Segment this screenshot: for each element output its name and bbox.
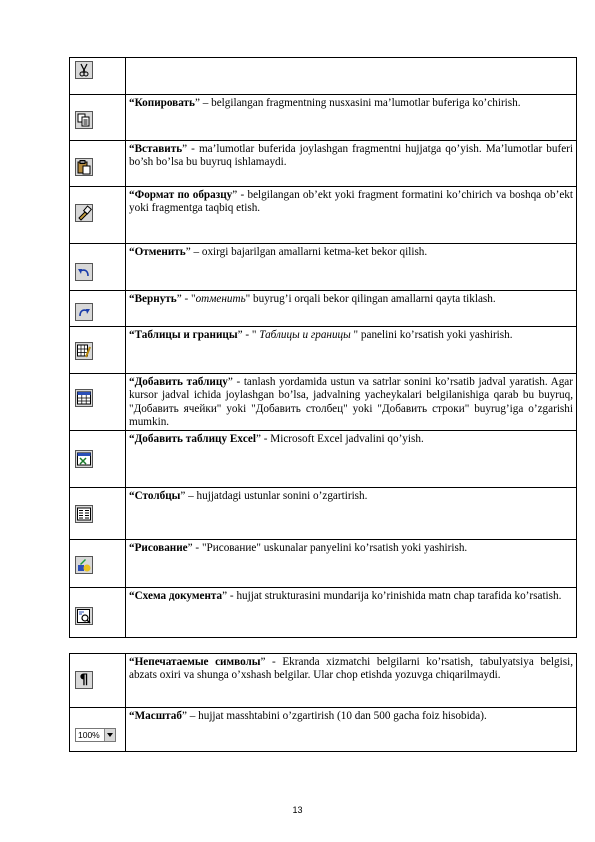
table-row: [70, 327, 577, 374]
table-row: [70, 654, 577, 708]
command-description: belgilangan ob’ekt yoki fragment formatini ko’chirich va boshqa ob’ekt yoki fragmentga taqbiq etish.: [129, 189, 573, 215]
command-name: “Схема документа: [129, 590, 223, 602]
command-name: “Таблицы и границы: [129, 329, 238, 341]
zoom-value: 100%: [78, 730, 100, 740]
command-name: “Добавить таблицу: [129, 376, 228, 388]
description-cell: “Непечатаемые символы” - Ekranda xizmatchi belgilarni ko’rsatish, tabulyatsiya belgisi, abzats oxiri va shunga o’xshash belgilar. Ular chop etishda yozuvga chiqarilmaydi.: [126, 654, 577, 708]
toolbar-buttons-table: [69, 57, 577, 638]
command-description: Microsoft Excel jadvalini qo’yish.: [270, 433, 424, 445]
description-cell: “Рисование” - "Рисование" uskunalar panyelini ko’rsatish yoki yashirish.: [126, 540, 577, 588]
icon-cell: [70, 95, 126, 141]
description-cell: “Вернуть” - "отменить" buyrug’i orqali bekor qilingan amallarni qayta tiklash.: [126, 291, 577, 327]
zoom-select[interactable]: [75, 728, 116, 742]
tables-borders-icon: [75, 342, 93, 360]
table-row: [70, 374, 577, 431]
command-description: ma’lumotlar buferida joylashgan fragmentni hujjatga qo’yish. Ma’lumotlar buferi bo’sh bo’lsa bu buyruq ishlamaydi.: [129, 143, 573, 169]
drawing-icon: [75, 556, 93, 574]
icon-cell: [70, 588, 126, 638]
icon-cell: [70, 187, 126, 244]
excel-table-icon: [75, 450, 93, 468]
table-row: [70, 291, 577, 327]
icon-cell: [70, 291, 126, 327]
format-painter-icon: [75, 204, 93, 222]
description-cell: “Копировать” – belgilangan fragmentning nusxasini ma’lumotlar buferiga ko’chirish.: [126, 95, 577, 141]
command-name: “Рисование: [129, 542, 188, 554]
table-row: [70, 588, 577, 638]
scissors-icon: [75, 61, 93, 79]
table-row: [70, 58, 577, 95]
table-row: [70, 141, 577, 187]
table-row: [70, 244, 577, 291]
page-number: 13: [292, 805, 303, 815]
command-description: "Рисование" uskunalar panyelini ko’rsatish yoki yashirish.: [201, 542, 468, 554]
description-cell: “Добавить таблицу” - tanlash yordamida ustun va satrlar sonini ko’rsatib jadval yaratish. Agar kursor jadval ichida joylashgan bo’lsa, jadvalning yacheykalari belgilanishiga qarab bu buyruq, "Добавить ячейки" yoki "Добавить столбец" yoki "Добавить строки" buyrug’iga o’zgarishi mumkin.: [126, 374, 577, 431]
command-name: “Столбцы: [129, 490, 181, 502]
icon-cell: [70, 654, 126, 708]
insert-table-icon: [75, 389, 93, 407]
command-name: “Формат по образцу: [129, 189, 233, 201]
command-description: Ekranda xizmatchi belgilarni ko’rsatish, tabulyatsiya belgisi, abzats oxiri va shunga o’xshash belgilar. Ular chop etishda yozuvga chiqarilmaydi.: [129, 656, 573, 682]
copy-icon: [75, 111, 93, 129]
command-description: " buyrug’i orqali bekor qilingan amallarni qayta tiklash.: [245, 293, 496, 305]
command-name: “Вернуть: [129, 293, 177, 305]
command-description: hujjat masshtabini o’zgartirish (10 dan 500 gacha foiz hisobida).: [198, 710, 487, 722]
command-name: “Отменить: [129, 246, 186, 258]
description-cell: “Таблицы и границы” - " Таблицы и границы " panelini ko’rsatish yoki yashirish.: [126, 327, 577, 374]
pilcrow-icon: ¶: [75, 671, 93, 689]
icon-cell: [70, 488, 126, 540]
command-name: “Добавить таблицу Excel: [129, 433, 256, 445]
table-row: [70, 708, 577, 752]
command-name: “Масштаб: [129, 710, 182, 722]
table-row: [70, 540, 577, 588]
redo-icon: [75, 303, 93, 321]
description-cell: [126, 58, 577, 95]
document-map-icon: [75, 607, 93, 625]
paste-icon: [75, 158, 93, 176]
chevron-down-icon[interactable]: [104, 729, 115, 741]
icon-cell: [70, 374, 126, 431]
command-name: “Копировать: [129, 97, 195, 109]
icon-cell: [70, 58, 126, 95]
icon-cell: [70, 540, 126, 588]
icon-cell: [70, 141, 126, 187]
description-cell: “Отменить” – oxirgi bajarilgan amallarni ketma-ket bekor qilish.: [126, 244, 577, 291]
table-row: [70, 95, 577, 141]
icon-cell: [70, 708, 126, 752]
table-row: [70, 431, 577, 488]
command-description: tanlash yordamida ustun va satrlar sonini ko’rsatib jadval yaratish. Agar kursor jadval ichida joylashgan bo’lsa, jadvalning yacheykalari belgilanishiga qarab bu buyruq, "Добавить ячейки" yoki "Добавить столбец" yoki "Добавить строки" buyrug’iga o’zgarishi mumkin.: [129, 376, 573, 428]
command-name: “Вставить: [129, 143, 183, 155]
undo-icon: [75, 263, 93, 281]
description-cell: “Столбцы” – hujjatdagi ustunlar sonini o’zgartirish.: [126, 488, 577, 540]
command-name: “Непечатаемые символы: [129, 656, 261, 668]
description-cell: “Добавить таблицу Excel” - Microsoft Excel jadvalini qo’yish.: [126, 431, 577, 488]
description-cell: “Масштаб” – hujjat masshtabini o’zgartirish (10 dan 500 gacha foiz hisobida).: [126, 708, 577, 752]
table-row: [70, 488, 577, 540]
command-description: hujjat strukturasini mundarija ko’rinishida matn chap tarafida ko’rsatish.: [236, 590, 562, 602]
command-description: " panelini ko’rsatish yoki yashirish.: [350, 329, 513, 341]
command-description: oxirgi bajarilgan amallarni ketma-ket bekor qilish.: [201, 246, 428, 258]
view-buttons-table: [69, 653, 577, 752]
table-row: [70, 187, 577, 244]
columns-icon: [75, 505, 93, 523]
command-description: belgilangan fragmentning nusxasini ma’lumotlar buferiga ko’chirish.: [211, 97, 521, 109]
description-cell: “Вставить” - ma’lumotlar buferida joylashgan fragmentni hujjatga qo’yish. Ma’lumotlar buferi bo’sh bo’lsa bu buyruq ishlamaydi.: [126, 141, 577, 187]
description-cell: “Формат по образцу” - belgilangan ob’ekt yoki fragment formatini ko’chirich va boshqa ob’ekt yoki fragmentga taqbiq etish.: [126, 187, 577, 244]
description-cell: “Схема документа” - hujjat strukturasini mundarija ko’rinishida matn chap tarafida ko’rsatish.: [126, 588, 577, 638]
icon-cell: [70, 431, 126, 488]
icon-cell: [70, 327, 126, 374]
icon-cell: [70, 244, 126, 291]
command-description: hujjatdagi ustunlar sonini o’zgartirish.: [196, 490, 368, 502]
